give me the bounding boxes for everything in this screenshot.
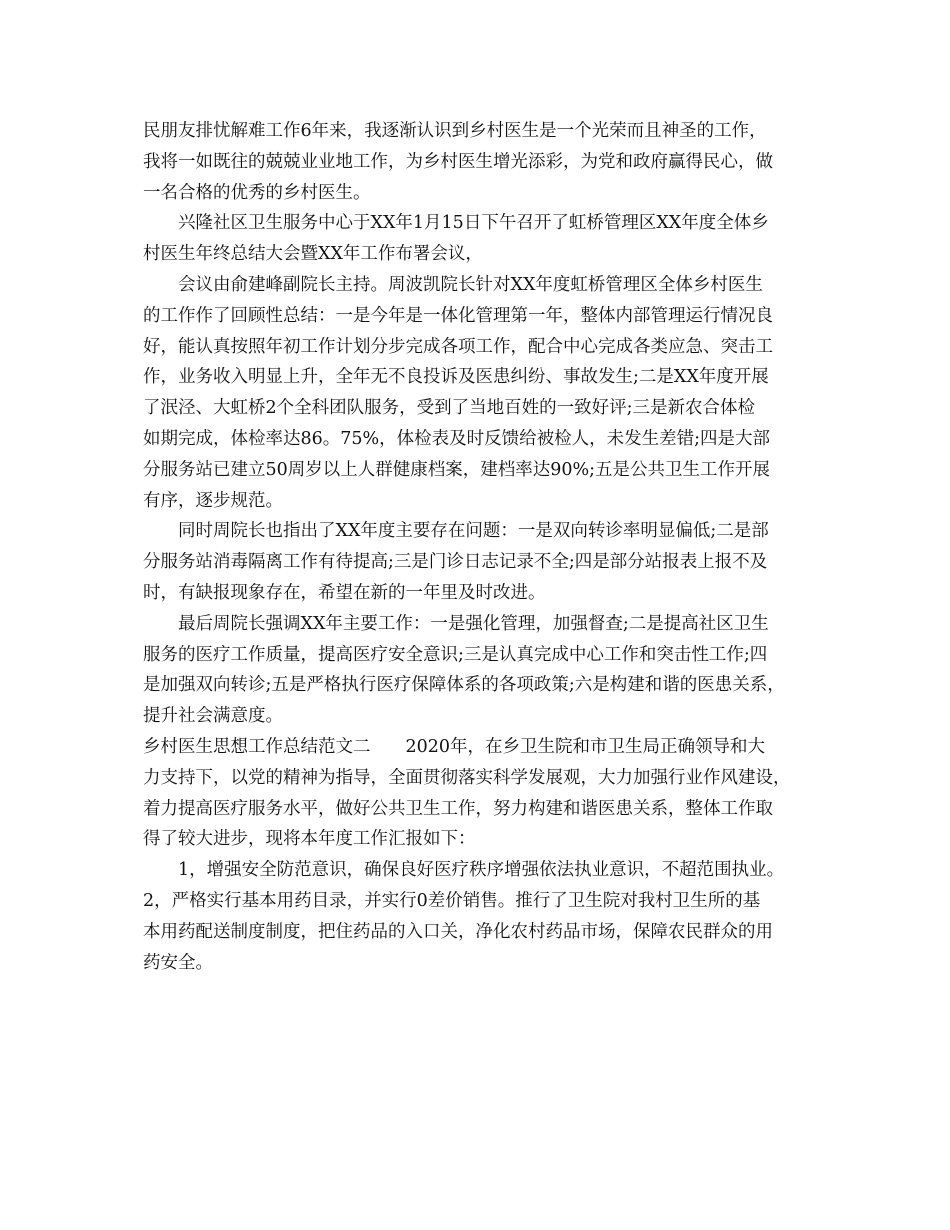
- text-line: 时，有缺报现象存在，希望在新的一年里及时改进。: [143, 582, 546, 603]
- text-line: 好，能认真按照年初工作计划分步完成各项工作，配合中心完成各类应急、突击工: [143, 336, 773, 357]
- text-line: 服务的医疗工作质量，提高医疗安全意识;三是认真完成中心工作和突击性工作;四: [143, 644, 768, 665]
- section-heading-line: 乡村医生思想工作总结范文二 2020年，在乡卫生院和市卫生局正确领导和大: [143, 736, 766, 757]
- text-line: 1，增强安全防范意识，确保良好医疗秩序增强依法执业意识，不超范围执业。: [178, 860, 785, 881]
- text-line: 了泯泾、大虹桥2个全科团队服务，受到了当地百姓的一致好评;三是新农合体检: [143, 398, 756, 419]
- text-line: 有序，逐步规范。: [143, 490, 283, 511]
- text-line: 会议由俞建峰副院长主持。周波凯院长针对XX年度虹桥管理区全体乡村医生: [178, 274, 763, 295]
- text-line: 得了较大进步，现将本年度工作汇报如下：: [143, 829, 476, 850]
- text-line: 最后周院长强调XX年主要工作：一是强化管理，加强督查;二是提高社区卫生: [178, 613, 769, 634]
- text-line: 村医生年终总结大会暨XX年工作布署会议，: [143, 244, 483, 265]
- text-line: 本用药配送制度制度，把住药品的入口关，净化农村药品市场，保障农民群众的用: [143, 921, 773, 942]
- text-line: 民朋友排忧解难工作6年来，我逐渐认识到乡村医生是一个光荣而且神圣的工作，: [143, 121, 767, 141]
- text-line: 分服务站已建立50周岁以上人群健康档案，建档率达90%;五是公共卫生工作开展: [143, 459, 771, 480]
- text-line: 作，业务收入明显上升，全年无不良投诉及医患纠纷、事故发生;二是XX年度开展: [143, 367, 769, 388]
- text-line: 是加强双向转诊;五是严格执行医疗保障体系的各项政策;六是构建和谐的医患关系，: [143, 675, 785, 696]
- text-line: 的工作作了回顾性总结：一是今年是一体化管理第一年，整体内部管理运行情况良: [143, 305, 773, 326]
- text-line: 2，严格实行基本用药目录，并实行0差价销售。推行了卫生院对我村卫生所的基: [143, 890, 761, 911]
- text-line: 兴隆社区卫生服务中心于XX年1月15日下午召开了虹桥管理区XX年度全体乡: [178, 213, 769, 234]
- document-body: [143, 116, 823, 978]
- text-line: 一名合格的优秀的乡村医生。: [143, 182, 371, 203]
- text-line: 着力提高医疗服务水平，做好公共卫生工作，努力构建和谐医患关系，整体工作取: [143, 798, 773, 819]
- text-line: 力支持下，以党的精神为指导，全面贯彻落实科学发展观，大力加强行业作风建设，: [143, 767, 791, 788]
- text-line: 同时周院长也指出了XX年度主要存在问题：一是双向转诊率明显偏低;二是部: [178, 521, 769, 542]
- text-line: 提升社会满意度。: [143, 706, 283, 727]
- text-line: 如期完成，体检率达86。75%，体检表及时反馈给被检人，未发生差错;四是大部: [143, 428, 771, 449]
- text-line: 我将一如既往的兢兢业业地工作，为乡村医生增光添彩，为党和政府赢得民心，做: [143, 151, 773, 172]
- text-line: 药安全。: [143, 952, 213, 973]
- text-line: 分服务站消毒隔离工作有待提高;三是门诊日志记录不全;四是部分站报表上报不及: [143, 552, 768, 573]
